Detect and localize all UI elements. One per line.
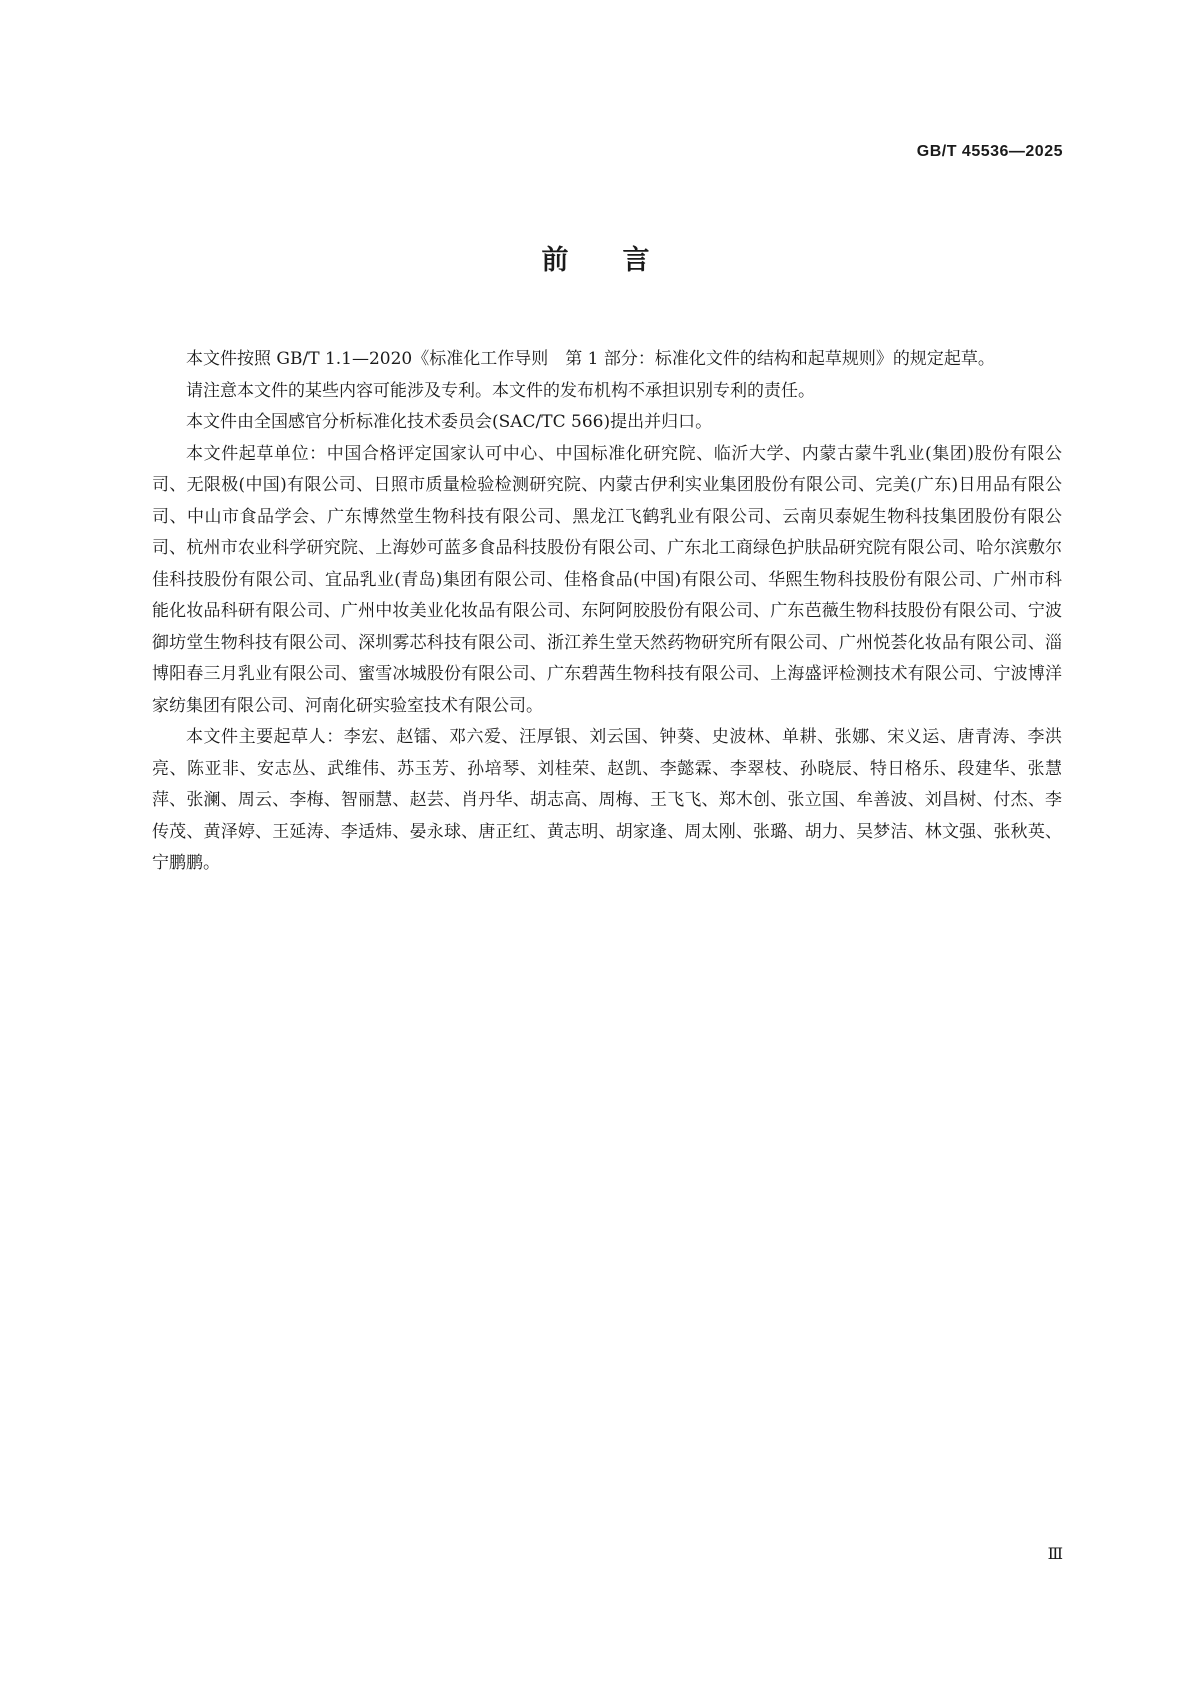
paragraph-drafters: 本文件主要起草人：李宏、赵镭、邓六爱、汪厚银、刘云国、钟葵、史波林、单耕、张娜、宋义运、唐青涛、李洪亮、陈亚非、安志丛、武维伟、苏玉芳、孙培琴、刘桂荣、赵凯、李懿霖、李翠枝、孙晓辰、特日格乐、段建华、张慧萍、张澜、周云、李梅、智丽慧、赵芸、肖丹华、胡志高、周梅、王飞飞、郑木创、张立国、牟善波、刘昌树、付杰、李传茂、黄泽婷、王延涛、李适炜、晏永球、唐正红、黄志明、胡家逢、周太刚、张璐、胡力、吴梦洁、林文强、张秋英、宁鹏鹏。 xyxy=(152,727,1062,873)
paragraph-committee: 本文件由全国感官分析标准化技术委员会(SAC/TC 566)提出并归口。 xyxy=(186,412,713,432)
paragraph-drafting-units: 本文件起草单位：中国合格评定国家认可中心、中国标准化研究院、临沂大学、内蒙古蒙牛乳业(集团)股份有限公司、无限极(中国)有限公司、日照市质量检验检测研究院、内蒙古伊利实业集团股份有限公司、完美(广东)日用品有限公司、中山市食品学会、广东博然堂生物科技有限公司、黑龙江飞鹤乳业有限公司、云南贝泰妮生物科技集团股份有限公司、杭州市农业科学研究院、上海妙可蓝多食品科技股份有限公司、广东北工商绿色护肤品研究院有限公司、哈尔滨敷尔佳科技股份有限公司、宜品乳业(青岛)集团有限公司、佳格食品(中国)有限公司、华熙生物科技股份有限公司、广州市科能化妆品科研有限公司、广州中妆美业化妆品有限公司、东阿阿胶股份有限公司、广东芭薇生物科技股份有限公司、宁波御坊堂生物科技有限公司、深圳雾芯科技有限公司、浙江养生堂天然药物研究所有限公司、广州悦荟化妆品有限公司、淄博阳春三月乳业有限公司、蜜雪冰城股份有限公司、广东碧茜生物科技有限公司、上海盛评检测技术有限公司、宁波博洋家纺集团有限公司、河南化研实验室技术有限公司。 xyxy=(152,443,1062,716)
foreword-body xyxy=(152,344,1062,880)
paragraph-patent-notice: 请注意本文件的某些内容可能涉及专利。本文件的发布机构不承担识别专利的责任。 xyxy=(186,380,815,401)
page-number: Ⅲ xyxy=(1047,1546,1063,1563)
standard-code: GB/T 45536—2025 xyxy=(916,143,1063,160)
page-title: 前言 xyxy=(541,245,704,276)
paragraph-drafting-rules: 本文件按照 GB/T 1.1—2020《标准化工作导则 第 1 部分：标准化文件的结构和起草规则》的规定起草。 xyxy=(186,349,995,369)
